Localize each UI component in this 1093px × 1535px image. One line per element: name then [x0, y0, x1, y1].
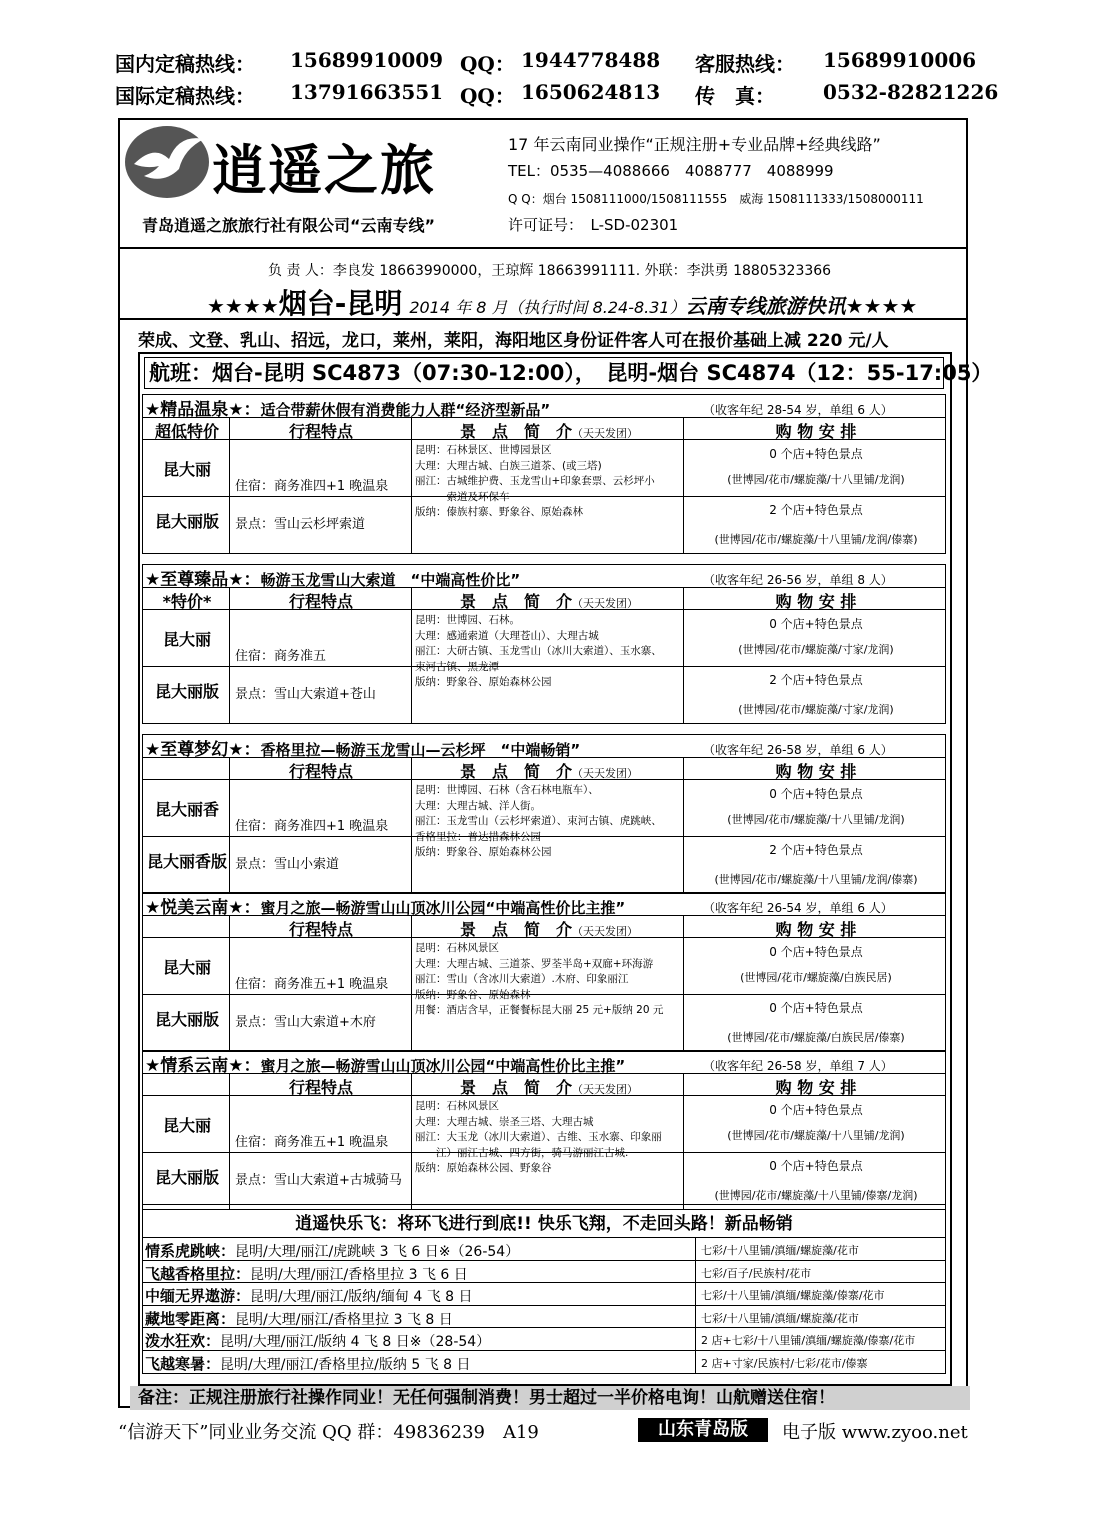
shopping-header: 购 物 安 排: [775, 422, 857, 441]
scenic-intro: 昆明：世博园、石林。 大理：感通索道（大理苍山）、大理古城 丽江：大研古镇、玉龙雪山（冰川大索道）、玉水寨、 束河古镇、黑龙潭 版纳：野象谷、原始森林公园: [415, 614, 662, 688]
shopping-header: 购 物 安 排: [775, 762, 857, 781]
hotel-feature: 住宿：商务准五+1 晚温泉: [235, 977, 389, 992]
scenic-header: [415, 1075, 683, 1098]
shopping-plan: 0 个店+特色景点: [769, 945, 863, 959]
section-name: ★悦美云南★：: [145, 898, 261, 918]
fly-route-name: 飞越香格里拉：: [145, 1264, 251, 1283]
headline: [207, 282, 917, 322]
scenic-header-note: （天天发团）: [572, 767, 638, 780]
fly-route-row: [143, 1282, 945, 1305]
intl-hotline-label: 国际定稿热线：: [115, 84, 255, 108]
shopping-plan: 0 个店+特色景点: [769, 617, 863, 631]
flight-info: 航班：烟台-昆明 SC4873（07:30-12:00）， 昆明-烟台 SC4874（12：55-17:05）: [144, 357, 944, 389]
license: 许可证号： L-SD-02301: [508, 216, 679, 234]
discount-notice: 荣成、文登、乳山、招远，龙口，莱州，莱阳，海阳地区身份证件客人可在报价基础上减 220 元/人: [138, 331, 889, 351]
rule: [695, 1328, 696, 1350]
fly-route-name: 中缅无界遨游：: [145, 1287, 251, 1306]
shopping-detail: (世博园/花市/螺旋藻/十八里铺/傣寨/龙润): [714, 1189, 918, 1202]
product-name: 昆大丽: [162, 630, 211, 649]
scenic-intro: 昆明：世博园、石林（含石林电瓶车）、 大理：大理古城、洋人街。 丽江：玉龙雪山（云杉坪索道）、束河古镇、虎跳峡、 香格里拉：普达措森林公园 版纳：野象谷、原始森林公园: [415, 784, 662, 858]
product-name: 昆大丽: [162, 1116, 211, 1135]
shopping-detail: (世博园/花市/螺旋藻/十八里铺/龙润/傣寨): [714, 873, 918, 886]
rule: [411, 587, 412, 723]
feature-header: 行程特点: [288, 592, 353, 611]
domestic-hotline-label: 国内定稿热线：: [115, 52, 255, 76]
fly-shops: 七彩/十八里铺/滇缅/螺旋藻/花市: [701, 1244, 859, 1257]
headline-route: 烟台-昆明: [278, 287, 403, 320]
product-name: 昆大丽: [162, 460, 211, 479]
rule: [143, 587, 945, 588]
section-name: ★至尊臻品★：: [145, 570, 261, 590]
section-note: （收客年纪 26-54 岁，单组 6 人）: [703, 901, 893, 915]
hotel-feature: 住宿：商务准四+1 晚温泉: [235, 479, 389, 494]
product-name: 昆大丽香: [154, 800, 219, 819]
footer-qq: “信游天下”同业业务交流 QQ 群：49836239 A19: [118, 1422, 539, 1443]
rule: [695, 1351, 696, 1373]
scenic-header-note: （天天发团）: [572, 925, 638, 938]
scenic-header-text: 景 点 简 介: [459, 592, 572, 611]
rule: [695, 1238, 696, 1260]
scenic-header-note: （天天发团）: [572, 597, 638, 610]
divider: [120, 318, 966, 320]
fly-route-row: [143, 1237, 945, 1260]
section-name: ★精品温泉★：: [145, 400, 261, 420]
scenic-header: [415, 589, 683, 612]
scenic-header-text: 景 点 简 介: [459, 1078, 572, 1097]
rule: [683, 417, 684, 553]
fly-route-name: 飞越寒暑：: [145, 1355, 221, 1373]
scenic-feature: 景点：雪山小索道: [235, 857, 340, 872]
slogan: 17 年云南同业操作“正规注册+专业品牌+经典线路”: [508, 135, 881, 154]
shopping-header: 购 物 安 排: [775, 920, 857, 939]
section-name: ★至尊梦幻★：: [145, 740, 261, 760]
hotel-feature: 住宿：商务准五+1 晚温泉: [235, 1135, 389, 1150]
stars-left: ★★★★: [207, 294, 279, 318]
route-section: [142, 734, 946, 894]
section-desc: 蜜月之旅—畅游雪山山顶冰川公园“中端高性价比主推”: [260, 1057, 626, 1075]
rule: [143, 1073, 945, 1074]
product-name: 昆大丽香版: [146, 852, 227, 871]
qq-number: 1944778488: [521, 48, 661, 72]
fax-label: 传 真：: [695, 84, 775, 108]
fly-shops: 2 店+寸家/民族村/七彩/花市/傣寨: [701, 1357, 868, 1370]
product-name: 昆大丽版: [154, 1168, 219, 1187]
fly-shops: 七彩/百子/民族村/花市: [701, 1266, 812, 1280]
fly-route: [145, 1353, 471, 1374]
fly-route: [145, 1330, 490, 1351]
fly-route-row: [143, 1327, 945, 1350]
shopping-plan: 0 个店+特色景点: [769, 1103, 863, 1117]
headline-exec: （执行时间 8.24-8.31）: [507, 298, 686, 317]
rule: [695, 1261, 696, 1283]
scenic-header-text: 景 点 简 介: [459, 422, 572, 441]
divider: [120, 247, 966, 249]
rule: [229, 915, 230, 1051]
fly-route-row: [143, 1350, 945, 1373]
fly-route-detail: 昆明/大理/丽江/香格里拉 3 飞 6 日: [250, 1266, 468, 1283]
route-section: [142, 892, 946, 1052]
rule: [411, 1073, 412, 1209]
fly-shops: 七彩/十八里铺/滇缅/螺旋藻/傣寨/花市: [701, 1289, 885, 1303]
edition-badge: 山东青岛版: [638, 1418, 768, 1442]
feature-header: 行程特点: [288, 1078, 353, 1097]
section-note: （收客年纪 28-54 岁，单组 6 人）: [703, 403, 893, 417]
scenic-intro: 昆明：石林景区、世博园景区 大理：大理古城、白族三道茶、(或三塔) 丽江：古城维护费、玉龙雪山+印象套票、云杉坪小 索道及环保车 版纳：傣族村寨、野象谷、原始森林: [415, 444, 655, 518]
shopping-plan: 0 个店+特色景点: [769, 447, 863, 461]
intl-hotline-number: 13791663551: [290, 80, 444, 104]
scenic-header-text: 景 点 简 介: [459, 762, 572, 781]
shopping-detail: (世博园/花市/螺旋藻/白族民居/傣寨): [727, 1031, 905, 1044]
rule: [229, 417, 230, 553]
scenic-header-text: 景 点 简 介: [459, 920, 572, 939]
headline-title: 云南专线旅游快讯: [685, 294, 846, 318]
section-note: （收客年纪 26-58 岁，单组 7 人）: [703, 1059, 893, 1073]
brand-name: 逍遥之旅: [212, 138, 436, 202]
section-desc: 香格里拉—畅游玉龙雪山—云杉坪 “中端畅销”: [260, 741, 581, 759]
shopping-header: 购 物 安 排: [775, 592, 857, 611]
scenic-header: [415, 759, 683, 782]
shopping-plan: 0 个店+特色景点: [769, 1001, 863, 1015]
qq-label: QQ：: [460, 84, 515, 108]
company-name: 青岛逍遥之旅旅行社有限公司“云南专线”: [142, 216, 436, 235]
qq-label: QQ：: [460, 52, 515, 76]
fly-shops: 2 店+七彩/十八里铺/滇缅/螺旋藻/傣寨/花市: [701, 1334, 916, 1348]
rule: [683, 587, 684, 723]
shopping-plan: 2 个店+特色景点: [769, 843, 863, 857]
feature-header: 行程特点: [288, 920, 353, 939]
rule: [229, 1073, 230, 1209]
qq-number: 1650624813: [521, 80, 661, 104]
section-name: ★情系云南★：: [145, 1056, 261, 1076]
rule: [411, 757, 412, 893]
price-label: *特价*: [162, 592, 212, 611]
fax-number: 0532-82821226: [823, 80, 999, 104]
fly-route: [145, 1263, 468, 1284]
bird-logo-icon: [124, 124, 210, 200]
hotel-feature: 住宿：商务准四+1 晚温泉: [235, 819, 389, 834]
contacts: 负 责 人：李良发 18663990000，王琼辉 18663991111. 外联：李洪勇 18805323366: [268, 263, 832, 279]
fly-route-detail: 昆明/大理/丽江/香格里拉 3 飞 8 日: [235, 1311, 453, 1328]
shopping-detail: (世博园/花市/螺旋藻/寸家/龙润): [738, 703, 894, 716]
hotel-feature: 住宿：商务准五: [235, 649, 327, 664]
fly-route-detail: 昆明/大理/丽江/版纳/缅甸 4 飞 8 日: [250, 1289, 473, 1306]
fly-route-name: 藏地零距离：: [145, 1309, 236, 1328]
service-hotline-number: 15689910006: [823, 48, 977, 72]
rule: [411, 915, 412, 1051]
shopping-plan: 0 个店+特色景点: [769, 1159, 863, 1173]
shopping-plan: 2 个店+特色景点: [769, 503, 863, 517]
scenic-intro: 昆明：石林风景区 大理：大理古城、崇圣三塔、大理古城 丽江：大玉龙（冰川大索道）、古维、玉水寨、印象丽 江）丽江古城、四方街，骑马游丽江古城. 版纳：原始森林公园、野象谷: [415, 1100, 662, 1174]
scenic-feature: 景点：雪山大索道+古城骑马: [235, 1173, 402, 1188]
headline-date: 2014 年 8 月: [409, 298, 508, 317]
fly-route-name: 泼水狂欢：: [145, 1332, 221, 1351]
service-hotline-label: 客服热线：: [695, 52, 795, 76]
price-label: 超低特价: [154, 422, 219, 441]
rule: [229, 587, 230, 723]
rule: [683, 757, 684, 893]
feature-header: 行程特点: [288, 762, 353, 781]
route-section: [142, 1050, 946, 1210]
fly-route-row: [143, 1260, 945, 1283]
rule: [683, 915, 684, 1051]
shopping-detail: (世博园/花市/螺旋藻/十八里铺/龙润): [727, 1129, 905, 1142]
fly-route-name: 情系虎跳峡：: [145, 1242, 236, 1260]
stars-right: ★★★★: [845, 294, 918, 318]
footer-website: 电子版 www.zyoo.net: [782, 1422, 968, 1443]
route-section: [142, 564, 946, 724]
rule: [695, 1306, 696, 1328]
section-note: （收客年纪 26-56 岁，单组 8 人）: [703, 573, 893, 587]
feature-header: 行程特点: [288, 422, 353, 441]
section-note: （收客年纪 26-58 岁，单组 6 人）: [703, 743, 893, 757]
scenic-header: [415, 917, 683, 940]
fly-route-detail: 昆明/大理/丽江/版纳 4 飞 8 日※（28-54）: [220, 1334, 491, 1351]
fly-route: [145, 1285, 473, 1306]
fly-title: 逍遥快乐飞：将环飞进行到底!! 快乐飞翔，不走回头路！新品畅销: [295, 1214, 793, 1234]
shopping-plan: 2 个店+特色景点: [769, 673, 863, 687]
scenic-intro: 昆明：石林风景区 大理：大理古城、三道茶、罗荃半岛+双廊+环海游 丽江：雪山（含冰川大索道）.木府、印象丽江 版纳：野象谷、原始森林 用餐：酒店含早，正餐餐标昆大丽 25 元+版纳 20 元: [415, 942, 664, 1016]
section-desc: 适合带薪休假有消费能力人群“经济型新品”: [260, 401, 551, 419]
fly-route: [145, 1240, 519, 1261]
rule: [695, 1283, 696, 1305]
product-name: 昆大丽版: [154, 682, 219, 701]
fly-route-row: [143, 1305, 945, 1328]
product-name: 昆大丽: [162, 958, 211, 977]
product-name: 昆大丽版: [154, 512, 219, 531]
shopping-detail: (世博园/花市/螺旋藻/寸家/龙润): [738, 643, 894, 656]
scenic-header: [415, 419, 683, 442]
domestic-hotline-number: 15689910009: [290, 48, 444, 72]
scenic-header-note: （天天发团）: [572, 427, 638, 440]
shopping-detail: (世博园/花市/螺旋藻/十八里铺/龙润): [727, 473, 905, 486]
scenic-header-note: （天天发团）: [572, 1083, 638, 1096]
shopping-detail: (世博园/花市/螺旋藻/十八里铺/龙润/傣寨): [714, 533, 918, 546]
rule: [143, 915, 945, 916]
fly-route: [145, 1308, 453, 1329]
scenic-feature: 景点：雪山云杉坪索道: [235, 517, 366, 532]
remark: 备注：正规注册旅行社操作同业！无任何强制消费！男士超过一半价格电询！山航赠送住宿！: [130, 1386, 970, 1410]
fly-route-detail: 昆明/大理/丽江/香格里拉/版纳 5 飞 8 日: [220, 1357, 471, 1373]
rule: [229, 757, 230, 893]
fly-route-detail: 昆明/大理/丽江/虎跳峡 3 飞 6 日※（26-54）: [235, 1244, 520, 1260]
rule: [143, 757, 945, 758]
route-section: [142, 394, 946, 554]
shopping-detail: (世博园/花市/螺旋藻/十八里铺/龙润): [727, 813, 905, 826]
rule: [683, 1073, 684, 1209]
shopping-header: 购 物 安 排: [775, 1078, 857, 1097]
section-desc: 畅游玉龙雪山大索道 “中端高性价比”: [260, 571, 521, 589]
tel: TEL：0535—4088666 4088777 4088999: [508, 162, 834, 180]
fly-shops: 七彩/十八里铺/滇缅/螺旋藻/花市: [701, 1311, 859, 1325]
qq-info: Q Q：烟台 1508111000/1508111555 威海 1508111333/1508000111: [508, 192, 924, 206]
fly-section: [142, 1204, 946, 1374]
scenic-feature: 景点：雪山大索道+苍山: [235, 687, 376, 702]
scenic-feature: 景点：雪山大索道+木府: [235, 1015, 376, 1030]
shopping-plan: 0 个店+特色景点: [769, 787, 863, 801]
section-desc: 蜜月之旅—畅游雪山山顶冰川公园“中端高性价比主推”: [260, 899, 626, 917]
product-name: 昆大丽版: [154, 1010, 219, 1029]
rule: [411, 417, 412, 553]
rule: [143, 417, 945, 418]
shopping-detail: (世博园/花市/螺旋藻/白族民居): [740, 971, 892, 984]
